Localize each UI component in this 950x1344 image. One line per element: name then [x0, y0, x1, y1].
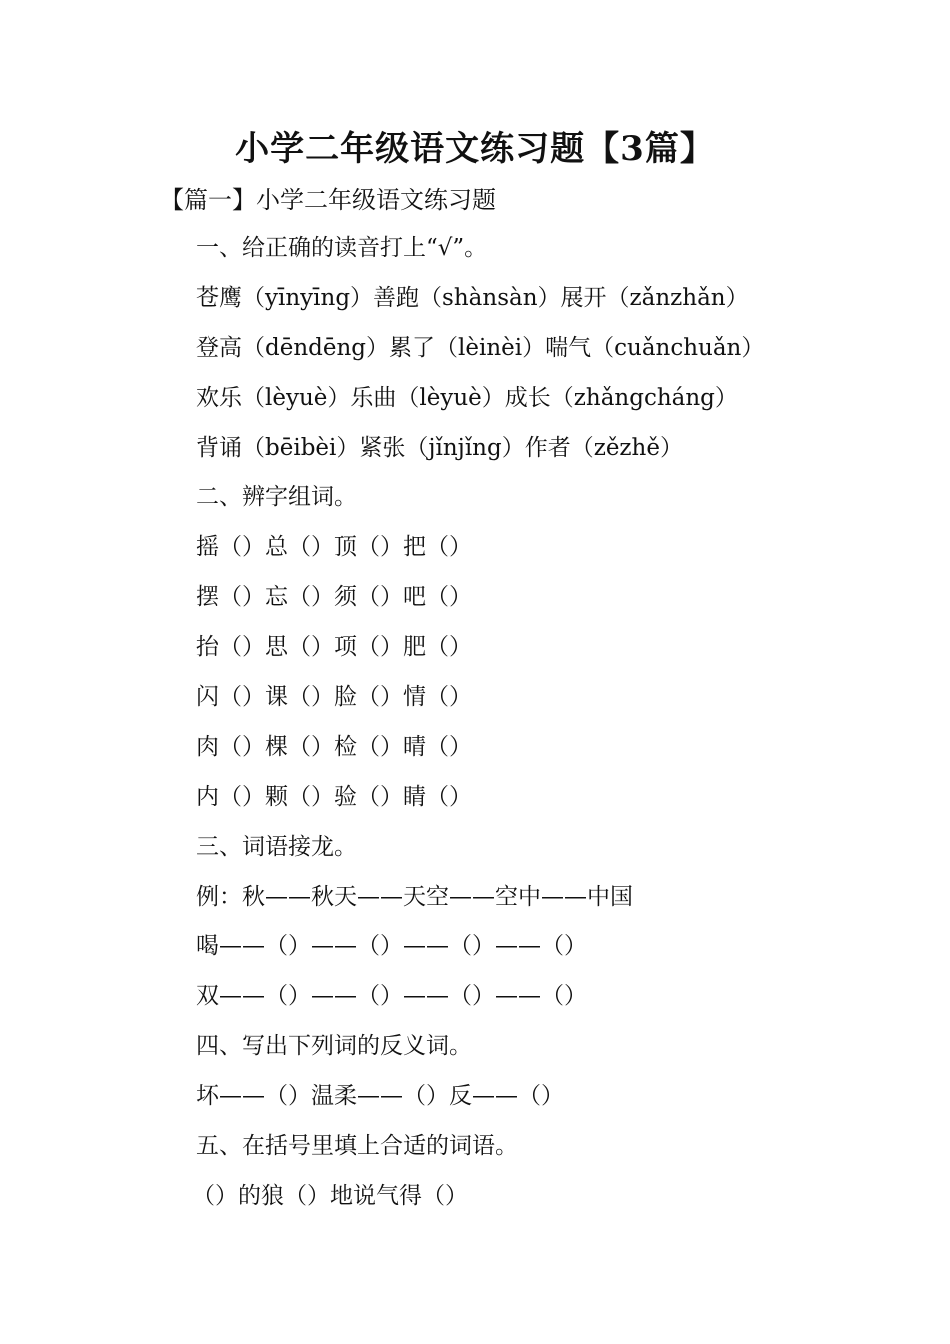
exercise-heading-5: 五、在括号里填上合适的词语。 — [196, 1133, 518, 1160]
word-chain-line: 喝——（）——（）——（）——（） — [196, 933, 587, 960]
word-group-line: 内（）颗（）验（）睛（） — [196, 783, 472, 810]
pinyin-line: 苍鹰（yīnyīng）善跑（shànsàn）展开（zǎnzhǎn） — [196, 284, 749, 311]
pinyin-line: 背诵（bēibèi）紧张（jǐnjǐng）作者（zězhě） — [196, 434, 683, 461]
exercise-heading-4: 四、写出下列词的反义词。 — [196, 1033, 472, 1060]
exercise-heading-1: 一、给正确的读音打上“√”。 — [196, 235, 488, 261]
example-line: 例：秋——秋天——天空——空中——中国 — [196, 883, 633, 910]
word-group-line: 闪（）课（）脸（）情（） — [196, 684, 472, 711]
word-group-line: 肉（）棵（）检（）晴（） — [196, 733, 472, 760]
antonym-line: 坏——（）温柔——（）反——（） — [196, 1083, 564, 1110]
word-group-line: 摆（）忘（）须（）吧（） — [196, 584, 472, 611]
word-chain-line: 双——（）——（）——（）——（） — [196, 983, 587, 1010]
pinyin-line: 登高（dēndēng）累了（lèinèi）喘气（cuǎnchuǎn） — [196, 334, 765, 361]
exercise-heading-3: 三、词语接龙。 — [196, 833, 357, 860]
exercise-heading-2: 二、辨字组词。 — [196, 484, 357, 511]
exercise-lines — [192, 228, 916, 1226]
word-group-line: 摇（）总（）顶（）把（） — [196, 534, 472, 561]
document-title: 小学二年级语文练习题【3篇】 — [235, 129, 715, 169]
fill-in-line: （）的狼（）地说气得（） — [192, 1182, 468, 1209]
pinyin-line: 欢乐（lèyuè）乐曲（lèyuè）成长（zhǎngcháng） — [196, 384, 738, 411]
word-group-line: 抬（）思（）项（）肥（） — [196, 634, 472, 661]
section-heading: 【篇一】小学二年级语文练习题 — [160, 186, 496, 214]
